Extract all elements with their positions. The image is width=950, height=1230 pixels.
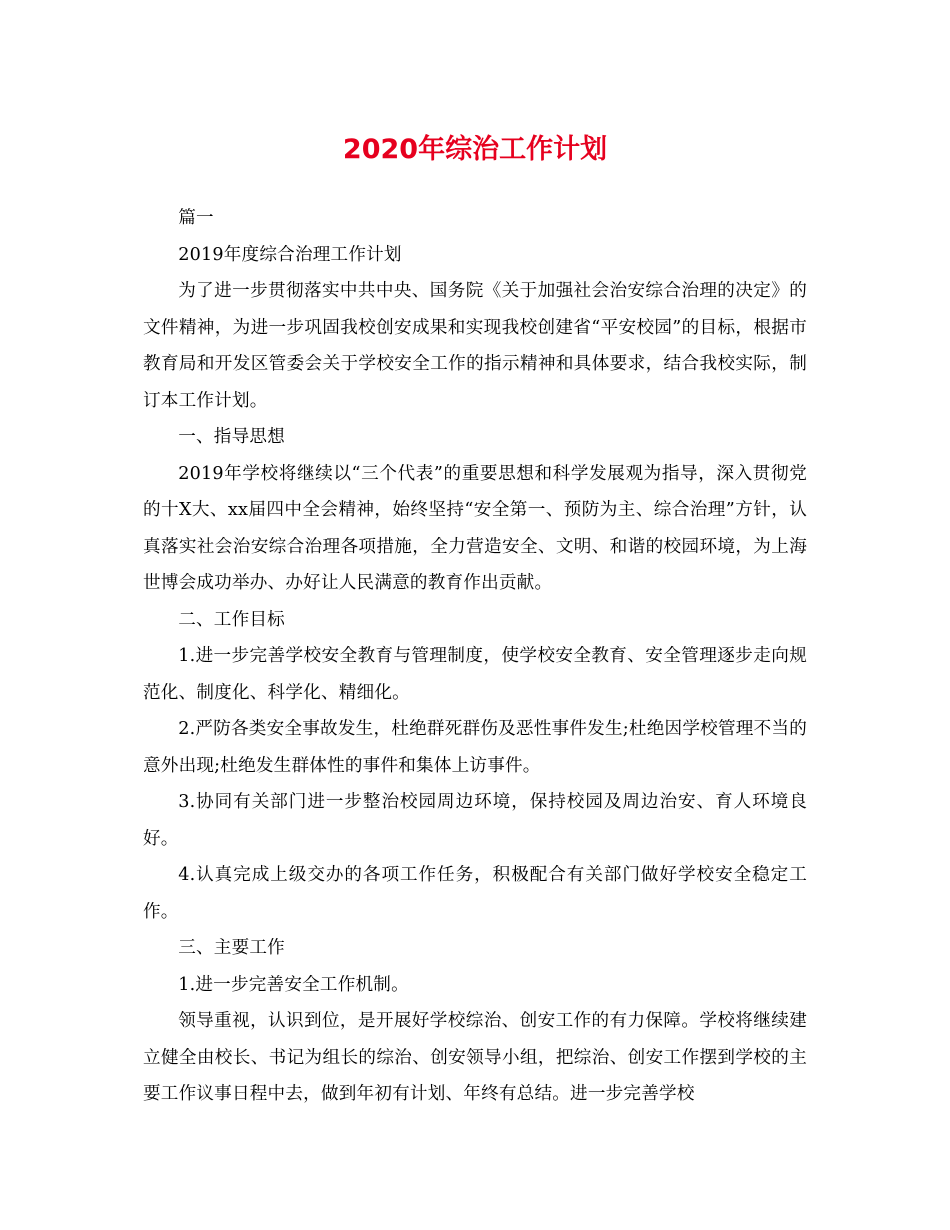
heading-work-goals: 二、工作目标 bbox=[178, 609, 285, 630]
goal-item-2: 2.严防各类安全事故发生，杜绝群死群伤及恶性事件发生;杜绝因学校管理不当的意外出现;杜绝发生群体性的事件和集体上访事件。 bbox=[143, 719, 807, 776]
main-work-item-1: 1.进一步完善安全工作机制。 bbox=[178, 974, 409, 995]
heading-main-work: 三、主要工作 bbox=[178, 938, 285, 958]
guiding-thought-paragraph: 2019年学校将继续以“三个代表”的重要思想和科学发展观为指导，深入贯彻党的十X大、xx届四中全会精神，始终坚持“安全第一、预防为主、综合治理”方针，认真落实社会治安综合治理各项措施，全力营造安全、文明、和谐的校园环境，为上海世博会成功举办、办好让人民满意的教育作出贡献。 bbox=[143, 463, 807, 593]
section-label: 篇一 bbox=[178, 208, 214, 228]
plan-subtitle: 2019年度综合治理工作计划 bbox=[178, 244, 402, 265]
heading-guiding-thought: 一、指导思想 bbox=[178, 427, 285, 447]
goal-item-3: 3.协同有关部门进一步整治校园周边环境，保持校园及周边治安、育人环境良好。 bbox=[143, 792, 807, 849]
main-work-paragraph: 领导重视，认识到位，是开展好学校综治、创安工作的有力保障。学校将继续建立健全由校长、书记为组长的综治、创安领导小组，把综治、创安工作摆到学校的主要工作议事日程中去，做到年初有计划、年终有总结。进一步完善学校 bbox=[143, 1011, 807, 1104]
document-body bbox=[143, 200, 807, 1113]
goal-item-1: 1.进一步完善学校安全教育与管理制度，使学校安全教育、安全管理逐步走向规范化、制度化、科学化、精细化。 bbox=[143, 646, 807, 703]
intro-paragraph: 为了进一步贯彻落实中共中央、国务院《关于加强社会治安综合治理的决定》的文件精神，为进一步巩固我校创安成果和实现我校创建省“平安校园”的目标，根据市教育局和开发区管委会关于学校安全工作的指示精神和具体要求，结合我校实际，制订本工作计划。 bbox=[143, 281, 807, 411]
document-title: 2020年综治工作计划 bbox=[342, 134, 608, 165]
goal-item-4: 4.认真完成上级交办的各项工作任务，积极配合有关部门做好学校安全稳定工作。 bbox=[143, 865, 807, 922]
